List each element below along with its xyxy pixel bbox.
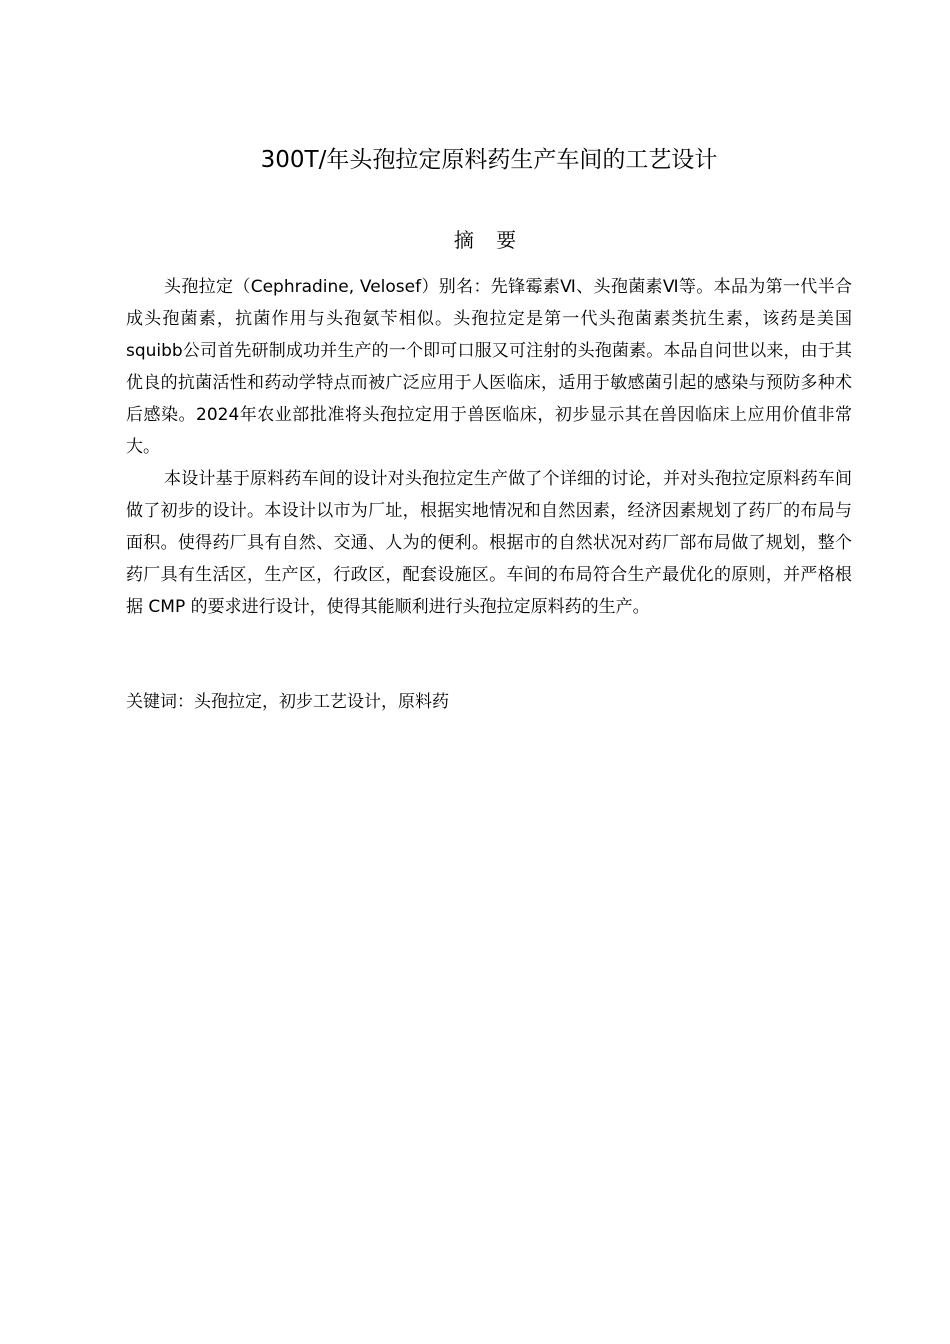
abstract-paragraph-2: 本设计基于原料药车间的设计对头孢拉定生产做了个详细的讨论，并对头孢拉定原料药车间做了初步的设计。本设计以市为厂址，根据实地情况和自然因素，经济因素规划了药厂的布局与面积。使得药厂具有自然、交通、人为的便利。根据市的自然状况对药厂部布局做了规划，整个药厂具有生活区，生产区，行政区，配套设施区。车间的布局符合生产最优化的原则，并严格根据 CMP 的要求进行设计，使得其能顺利进行头孢拉定原料药的生产。 [126,469,852,617]
abstract-body [126,271,852,623]
keywords-line: 关键词：头孢拉定，初步工艺设计，原料药 [126,692,449,712]
document-title: 300T/年头孢拉定原料药生产车间的工艺设计 [260,147,718,173]
abstract-heading: 摘 要 [453,228,525,252]
abstract-paragraph-1: 头孢拉定（Cephradine, Velosef）别名：先锋霉素Ⅵ、头孢菌素Ⅵ等。本品为第一代半合成头孢菌素，抗菌作用与头孢氨苄相似。头孢拉定是第一代头孢菌素类抗生素，该药是美国squibb公司首先研制成功并生产的一个即可口服又可注射的头孢菌素。本品自问世以来，由于其优良的抗菌活性和药动学特点而被广泛应用于人医临床，适用于敏感菌引起的感染与预防多种术后感染。2024年农业部批准将头孢拉定用于兽医临床，初步显示其在兽因临床上应用价值非常大。 [126,277,852,457]
